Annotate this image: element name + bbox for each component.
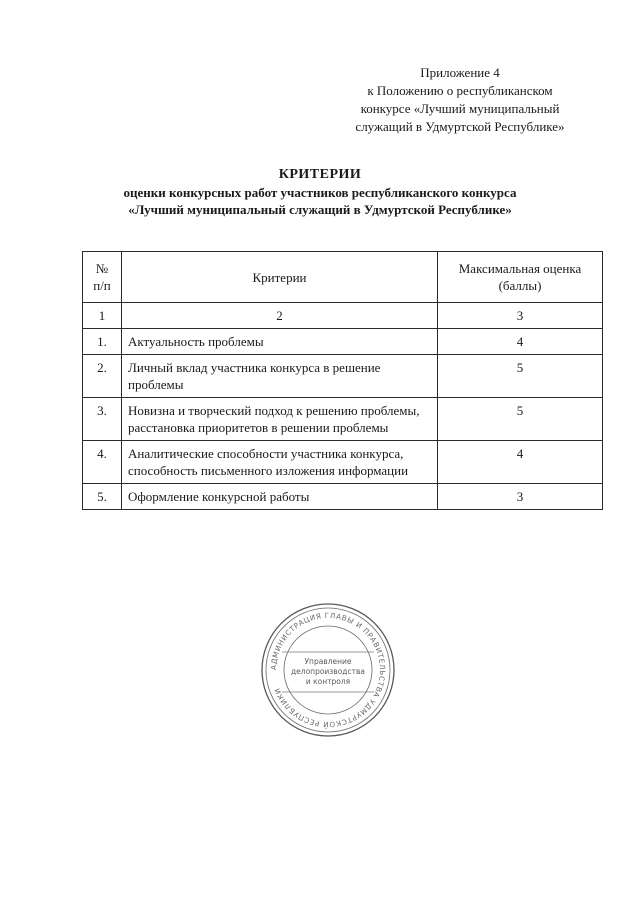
official-stamp [258,600,398,740]
row-score: 4 [438,441,603,484]
annex-line: конкурсе «Лучший муниципальный [360,101,560,116]
document-title: КРИТЕРИИ [278,167,362,182]
document-subtitle: оценки конкурсных работ участников республиканского конкурса [123,185,517,200]
row-score: 5 [438,398,603,441]
header-number [83,252,122,303]
annex-line: к Положению о республиканском [367,83,553,98]
table-row [83,398,603,441]
column-index-row [83,303,603,329]
header-number-label: п/п [93,278,111,293]
row-score: 4 [438,329,603,355]
header-score-label: Максимальная оценка [458,261,582,276]
column-index: 3 [438,303,603,329]
annex-line: служащий в Удмуртской Республике» [355,119,565,134]
row-number: 5. [83,484,122,510]
table-row [83,355,603,398]
row-criterion: Новизна и творческий подход к решению проблемы, расстановка приоритетов в решении проблемы [122,398,438,441]
row-criterion: Оформление конкурсной работы [122,484,438,510]
header-criteria: Критерии [122,252,438,303]
row-number: 4. [83,441,122,484]
annex-line: Приложение 4 [420,65,500,80]
column-index: 1 [83,303,122,329]
column-index: 2 [122,303,438,329]
table-row [83,484,603,510]
stamp-center-text: и контроля [305,677,351,686]
stamp-center-text: Управление [304,657,352,666]
stamp-ring-text: АДМИНИСТРАЦИЯ ГЛАВЫ И ПРАВИТЕЛЬСТВА УДМУРТСКОЙ РЕСПУБЛИКИ [268,610,388,730]
row-number: 2. [83,355,122,398]
row-score: 3 [438,484,603,510]
row-score: 5 [438,355,603,398]
row-criterion: Актуальность проблемы [122,329,438,355]
header-number-label: № [95,261,109,276]
header-score-label: (баллы) [498,278,542,293]
table-header-row [83,252,603,303]
table-row [83,329,603,355]
document-heading [60,166,580,218]
row-criterion: Личный вклад участника конкурса в решение проблемы [122,355,438,398]
annex-header [320,64,600,136]
stamp-center-text: делопроизводства [290,667,366,676]
document-subtitle: «Лучший муниципальный служащий в Удмуртской Республике» [128,202,512,217]
criteria-table [82,251,603,510]
row-number: 3. [83,398,122,441]
row-criterion: Аналитические способности участника конкурса, способность письменного изложения информации [122,441,438,484]
header-score [438,252,603,303]
table-row [83,441,603,484]
row-number: 1. [83,329,122,355]
